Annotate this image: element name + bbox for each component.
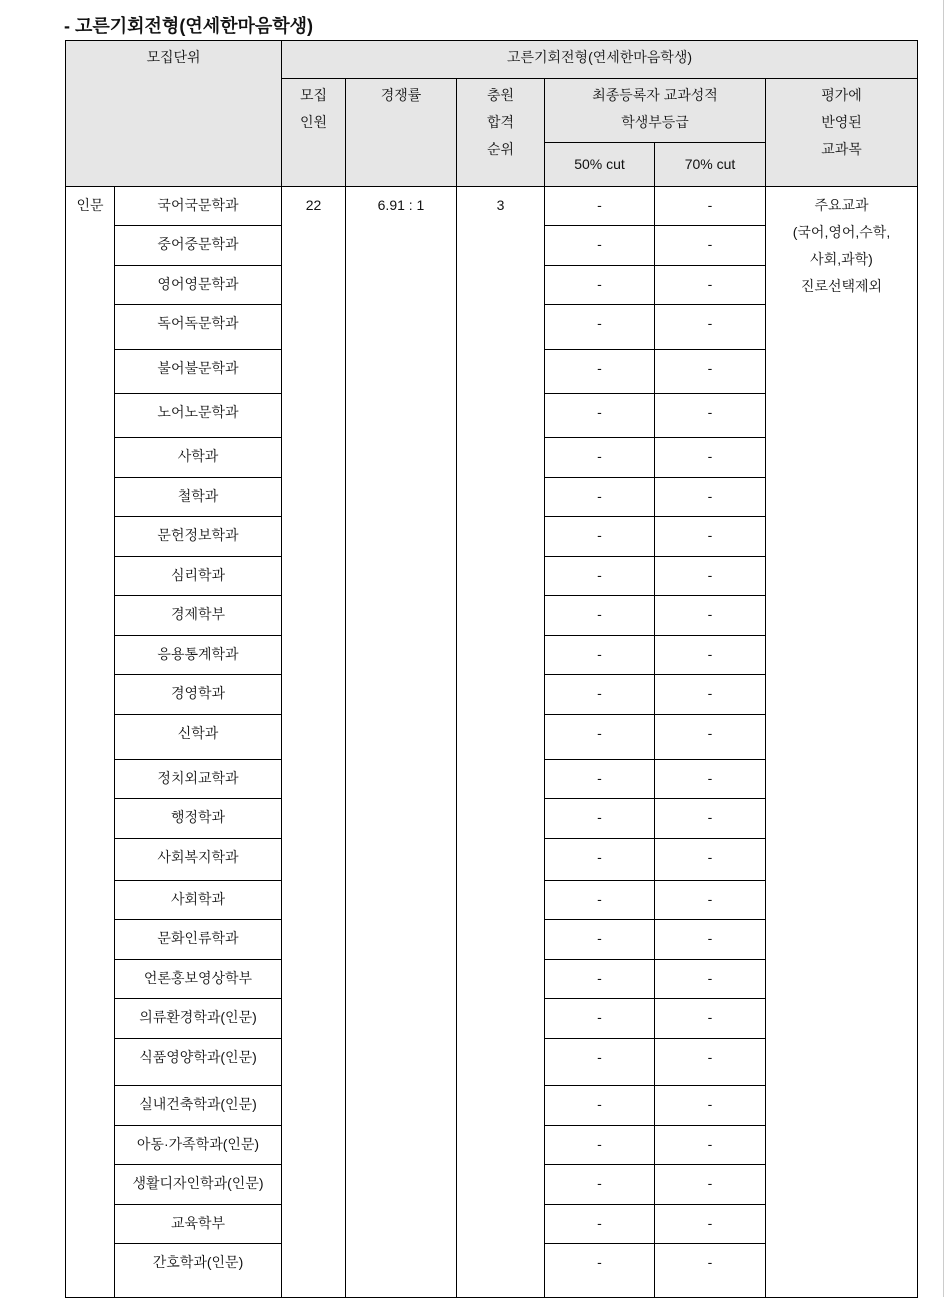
quota-cell: 22 bbox=[282, 187, 346, 1298]
cut70-cell: - bbox=[655, 839, 766, 881]
cut70-cell: - bbox=[655, 557, 766, 596]
table-row bbox=[66, 187, 918, 226]
cut70-cell: - bbox=[655, 226, 766, 266]
department-name: 교육학부 bbox=[115, 1205, 282, 1244]
cut50-cell: - bbox=[545, 675, 655, 715]
cut70-cell: - bbox=[655, 799, 766, 839]
department-name: 신학과 bbox=[115, 715, 282, 760]
department-name: 행정학과 bbox=[115, 799, 282, 839]
header-cut70: 70% cut bbox=[655, 143, 766, 187]
cut70-cell: - bbox=[655, 517, 766, 557]
cut70-cell: - bbox=[655, 1205, 766, 1244]
department-name: 철학과 bbox=[115, 478, 282, 517]
cut50-cell: - bbox=[545, 394, 655, 438]
cut70-cell: - bbox=[655, 760, 766, 799]
department-name: 식품영양학과(인문) bbox=[115, 1039, 282, 1086]
header-quota: 모집 인원 bbox=[282, 79, 346, 187]
section-title: - 고른기회전형(연세한마음학생) bbox=[64, 16, 314, 36]
cut50-cell: - bbox=[545, 187, 655, 226]
cut50-cell: - bbox=[545, 715, 655, 760]
cut50-cell: - bbox=[545, 1165, 655, 1205]
cut50-cell: - bbox=[545, 1039, 655, 1086]
department-name: 실내건축학과(인문) bbox=[115, 1086, 282, 1126]
cut50-cell: - bbox=[545, 636, 655, 675]
cut70-cell: - bbox=[655, 1244, 766, 1298]
header-competition: 경쟁률 bbox=[346, 79, 457, 187]
cut70-cell: - bbox=[655, 920, 766, 960]
cut50-cell: - bbox=[545, 999, 655, 1039]
cut70-cell: - bbox=[655, 881, 766, 920]
department-name: 영어영문학과 bbox=[115, 266, 282, 305]
header-subjects: 평가에 반영된 교과목 bbox=[766, 79, 918, 187]
header-cut50: 50% cut bbox=[545, 143, 655, 187]
cut70-cell: - bbox=[655, 636, 766, 675]
admission-results-table bbox=[65, 40, 918, 1298]
cut50-cell: - bbox=[545, 226, 655, 266]
department-name: 문헌정보학과 bbox=[115, 517, 282, 557]
department-name: 경영학과 bbox=[115, 675, 282, 715]
department-name: 경제학부 bbox=[115, 596, 282, 636]
cut70-cell: - bbox=[655, 266, 766, 305]
cut50-cell: - bbox=[545, 1244, 655, 1298]
header-unit: 모집단위 bbox=[66, 41, 282, 187]
cut70-cell: - bbox=[655, 438, 766, 478]
cut70-cell: - bbox=[655, 675, 766, 715]
department-name: 독어독문학과 bbox=[115, 305, 282, 350]
cut50-cell: - bbox=[545, 305, 655, 350]
department-name: 의류환경학과(인문) bbox=[115, 999, 282, 1039]
department-name: 응용통계학과 bbox=[115, 636, 282, 675]
cut70-cell: - bbox=[655, 1126, 766, 1165]
department-name: 노어노문학과 bbox=[115, 394, 282, 438]
department-name: 간호학과(인문) bbox=[115, 1244, 282, 1298]
cut70-cell: - bbox=[655, 187, 766, 226]
cut70-cell: - bbox=[655, 960, 766, 999]
header-grades: 최종등록자 교과성적 학생부등급 bbox=[545, 79, 766, 143]
cut50-cell: - bbox=[545, 350, 655, 394]
header-admission-type: 고른기회전형(연세한마음학생) bbox=[282, 41, 918, 79]
cut70-cell: - bbox=[655, 999, 766, 1039]
department-name: 생활디자인학과(인문) bbox=[115, 1165, 282, 1205]
cut70-cell: - bbox=[655, 478, 766, 517]
department-name: 심리학과 bbox=[115, 557, 282, 596]
cut50-cell: - bbox=[545, 266, 655, 305]
field-cell: 인문 bbox=[66, 187, 115, 1298]
department-name: 사회복지학과 bbox=[115, 839, 282, 881]
cut70-cell: - bbox=[655, 596, 766, 636]
cut70-cell: - bbox=[655, 1039, 766, 1086]
cut70-cell: - bbox=[655, 394, 766, 438]
cut50-cell: - bbox=[545, 1205, 655, 1244]
cut70-cell: - bbox=[655, 350, 766, 394]
cut50-cell: - bbox=[545, 799, 655, 839]
cut50-cell: - bbox=[545, 1086, 655, 1126]
cut50-cell: - bbox=[545, 1126, 655, 1165]
cut50-cell: - bbox=[545, 960, 655, 999]
department-name: 사회학과 bbox=[115, 881, 282, 920]
cut70-cell: - bbox=[655, 1165, 766, 1205]
competition-cell: 6.91 : 1 bbox=[346, 187, 457, 1298]
cut70-cell: - bbox=[655, 715, 766, 760]
department-name: 문화인류학과 bbox=[115, 920, 282, 960]
department-name: 국어국문학과 bbox=[115, 187, 282, 226]
cut50-cell: - bbox=[545, 881, 655, 920]
department-name: 정치외교학과 bbox=[115, 760, 282, 799]
cut50-cell: - bbox=[545, 920, 655, 960]
cut50-cell: - bbox=[545, 760, 655, 799]
department-name: 중어중문학과 bbox=[115, 226, 282, 266]
cut50-cell: - bbox=[545, 596, 655, 636]
subjects-cell: 주요교과 (국어,영어,수학, 사회,과학) 진로선택제외 bbox=[766, 187, 918, 1298]
department-name: 언론홍보영상학부 bbox=[115, 960, 282, 999]
cut50-cell: - bbox=[545, 438, 655, 478]
department-name: 불어불문학과 bbox=[115, 350, 282, 394]
header-waitlist: 충원 합격 순위 bbox=[457, 79, 545, 187]
cut70-cell: - bbox=[655, 305, 766, 350]
department-name: 사학과 bbox=[115, 438, 282, 478]
cut50-cell: - bbox=[545, 478, 655, 517]
waitlist-cell: 3 bbox=[457, 187, 545, 1298]
cut50-cell: - bbox=[545, 517, 655, 557]
cut50-cell: - bbox=[545, 839, 655, 881]
table-body bbox=[66, 187, 918, 1298]
department-name: 아동·가족학과(인문) bbox=[115, 1126, 282, 1165]
cut50-cell: - bbox=[545, 557, 655, 596]
cut70-cell: - bbox=[655, 1086, 766, 1126]
